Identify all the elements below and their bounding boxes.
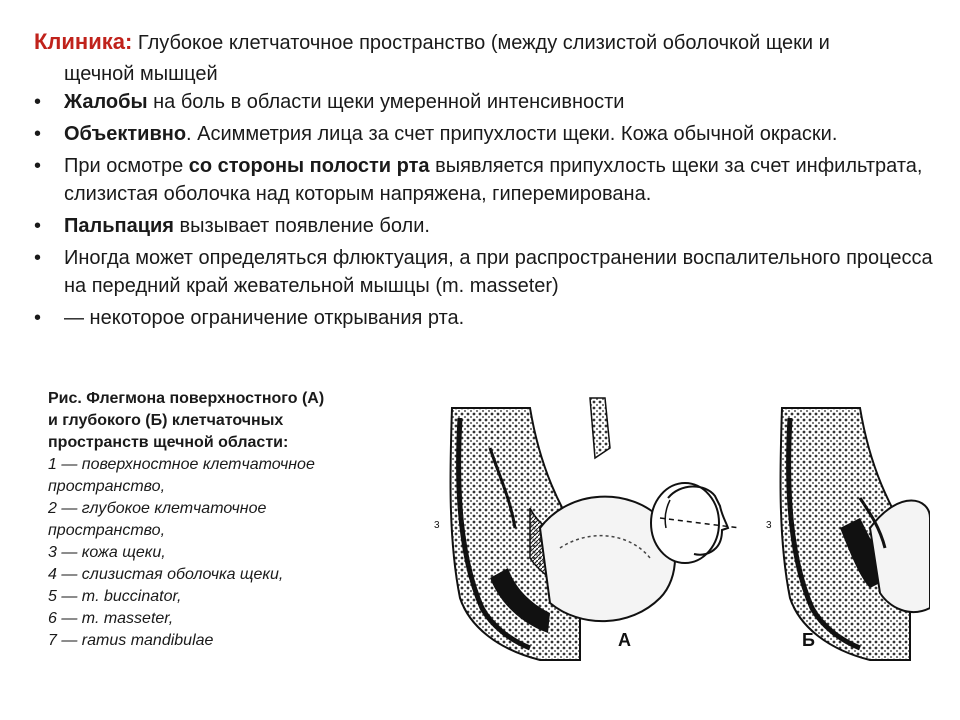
bullet-bold: Объективно	[64, 123, 187, 145]
bullet-palpation	[34, 212, 934, 240]
caption-item: 3 — кожа щеки,	[48, 544, 166, 561]
heading-text: Глубокое клетчаточное пространство (между слизистой оболочкой щеки и	[137, 32, 830, 54]
bullet-bold: Жалобы	[64, 91, 148, 113]
bullet-fluctuation	[34, 244, 934, 300]
bullet-complaints	[34, 88, 934, 116]
slide-heading	[34, 28, 934, 57]
bullet-text: выявляется припухлость щеки за счет инфильтрата, слизистая оболочка над которым напряжена, гиперемирована.	[64, 155, 923, 205]
caption-item: 1 — поверхностное клетчаточное	[48, 456, 315, 473]
anatomy-illustration	[430, 388, 930, 668]
bullet-text: вызывает появление боли.	[173, 215, 430, 237]
bullet-marker: •	[34, 247, 42, 269]
bullet-marker: •	[34, 215, 42, 237]
bullet-list	[34, 88, 934, 336]
caption-item: пространство,	[48, 478, 166, 495]
bullet-marker: •	[34, 123, 42, 145]
bullet-bold: Пальпация	[64, 215, 174, 237]
caption-item: 2 — глубокое клетчаточное	[48, 500, 267, 517]
caption-item: 5 — m. buccinator,	[48, 588, 182, 605]
bullet-examination	[34, 152, 934, 208]
bullet-marker: •	[34, 91, 42, 113]
bullet-text: на боль в области щеки умеренной интенсивности	[147, 91, 625, 113]
bullet-pre: При осмотре	[64, 155, 189, 177]
figure-caption	[48, 388, 408, 652]
bullet-bold: со стороны полости рта	[188, 155, 430, 177]
caption-title-line: Рис. Флегмона поверхностного (А)	[48, 390, 325, 407]
bullet-mouth-opening	[34, 304, 934, 332]
svg-text:3: 3	[434, 520, 440, 531]
bullet-marker: •	[34, 155, 42, 177]
svg-text:3: 3	[766, 520, 772, 531]
section-a-drawing	[434, 398, 675, 660]
bullet-objective	[34, 120, 934, 148]
caption-item: 6 — т. masseter,	[48, 610, 174, 627]
panel-a-label: А	[618, 630, 631, 650]
bullet-text: Иногда может определяться флюктуация, а при распространении воспалительного процесса на передний край жевательной мышцы (m. masseter)	[64, 247, 933, 297]
heading-text-continuation: щечной мышцей	[64, 63, 218, 85]
caption-title-line: и глубокого (Б) клетчаточных	[48, 412, 284, 429]
bullet-text: . Асимметрия лица за счет припухлости щеки. Кожа обычной окраски.	[186, 123, 838, 145]
caption-item: пространство,	[48, 522, 166, 539]
panel-b-label: Б	[802, 630, 815, 650]
bullet-marker: •	[34, 307, 42, 329]
caption-item: 4 — слизистая оболочка щеки,	[48, 566, 284, 583]
caption-title-line: пространств щечной области:	[48, 434, 289, 451]
section-b-drawing	[766, 408, 930, 660]
heading-label: Клиника:	[34, 29, 133, 54]
head-profile-icon	[651, 483, 740, 563]
caption-item: 7 — ramus mandibulae	[48, 632, 214, 649]
bullet-text: — некоторое ограничение открывания рта.	[64, 307, 465, 329]
